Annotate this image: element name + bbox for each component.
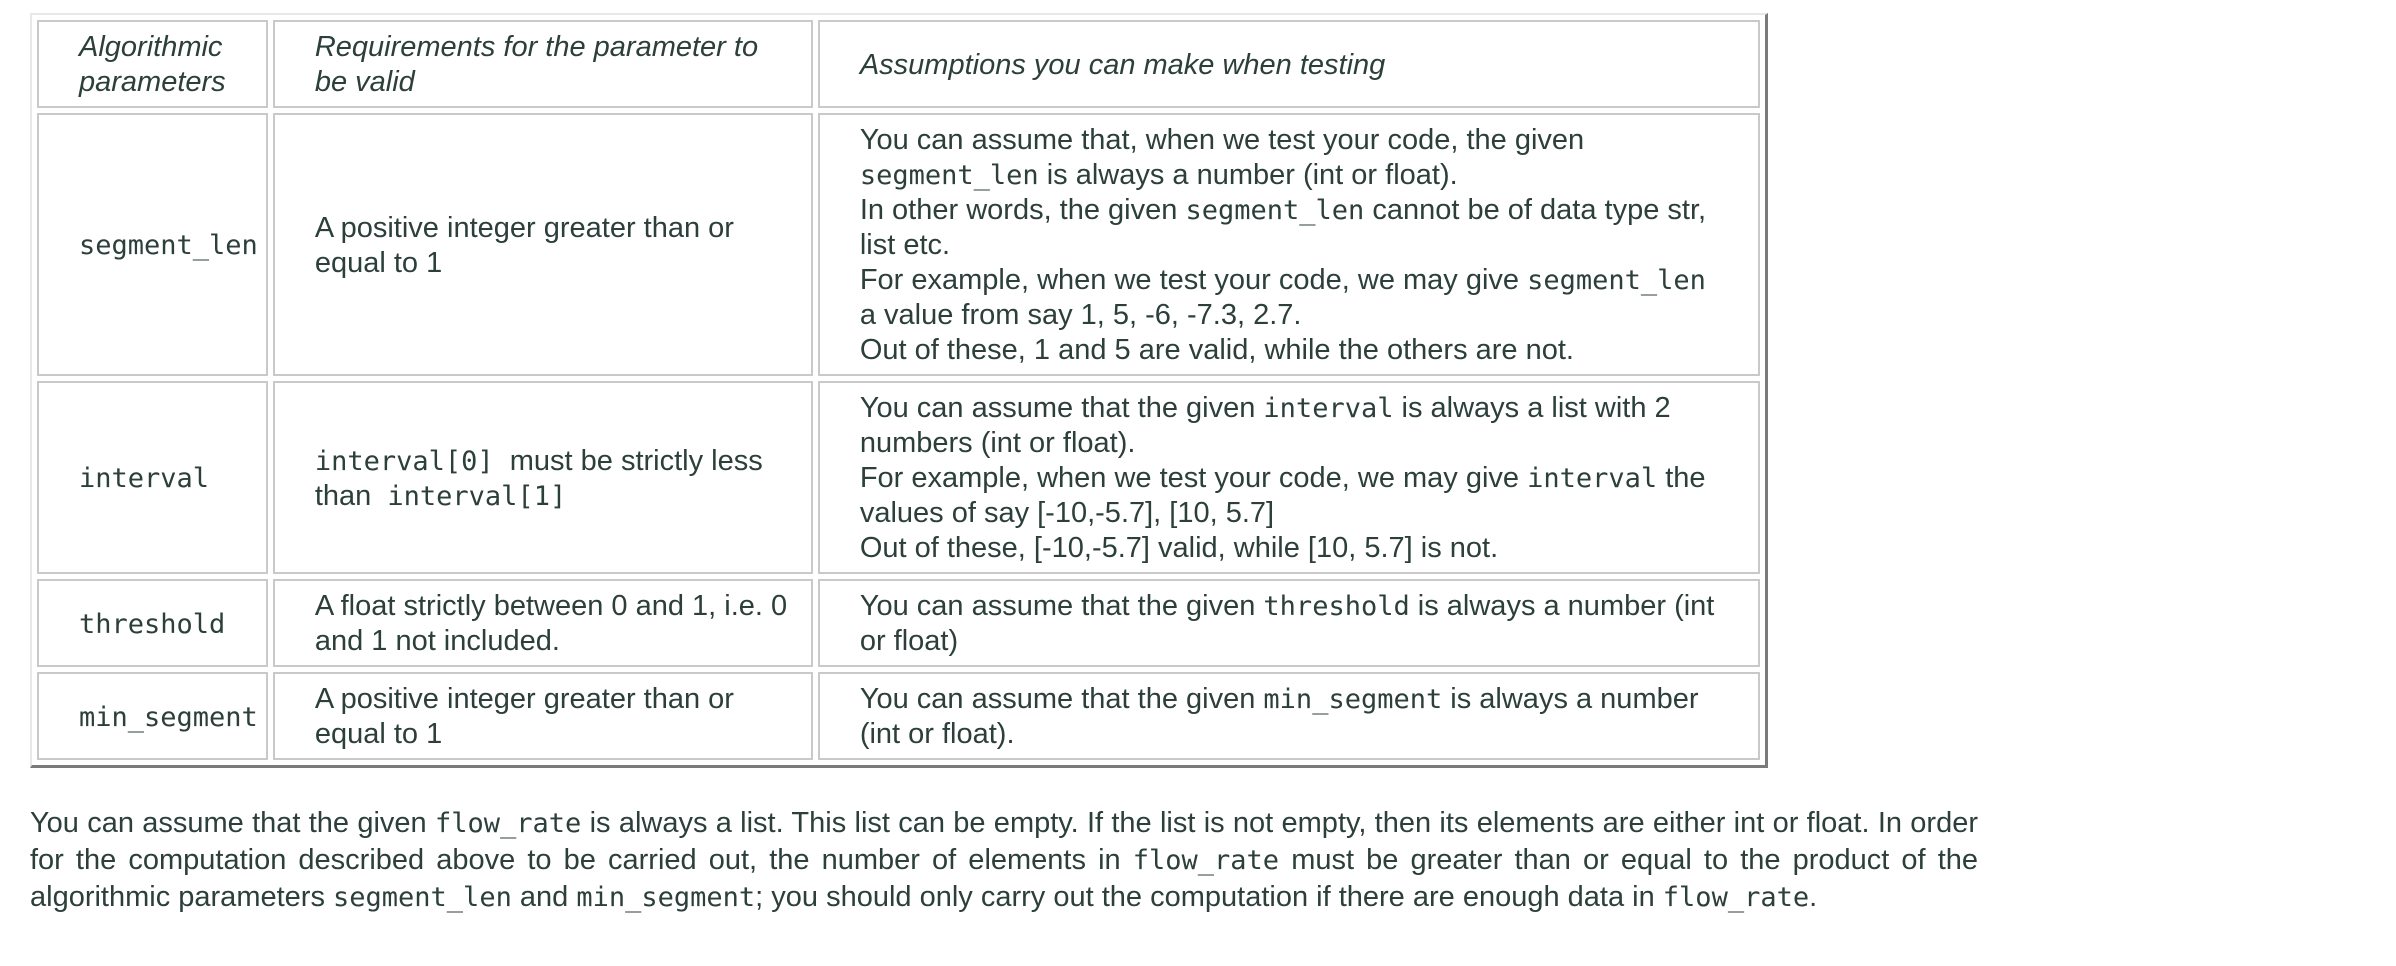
parameters-table: [30, 13, 1768, 768]
inline-code: min_segment: [576, 882, 756, 913]
inline-code: flow_rate: [1662, 882, 1810, 913]
paragraph-text: must be greater than or equal to the product of the algorithmic parameters: [30, 844, 1979, 913]
param-name-cell: [37, 672, 268, 760]
param-name-cell: [37, 579, 268, 667]
assumption-text: a value from say 1, 5, -6, -7.3, 2.7.: [859, 299, 1302, 331]
assumption-text: is always a number (int or float): [859, 590, 1715, 657]
paragraph-text: is always a list. This list can be empty. If the list is not empty, then its elements are either int or float. In order for the computation described above to be carried out, the number of elements in: [30, 807, 1978, 876]
paragraph-text: .: [1809, 881, 1818, 913]
inline-code: interval: [1263, 393, 1394, 424]
assumption-text: is always a number (int or float).: [1046, 159, 1458, 191]
paragraph-text: ; you should only carry out the computation if there are enough data in: [755, 881, 1655, 913]
param-name: threshold: [79, 608, 226, 640]
flow-rate-paragraph: [30, 805, 1978, 916]
requirement-cell: A positive integer greater than or equal to 1: [273, 672, 813, 760]
param-name: min_segment: [79, 701, 258, 733]
table-row-segment-len: [37, 113, 1760, 376]
assumption-text: In other words, the given: [859, 194, 1178, 226]
assumption-text: You can assume that the given: [859, 683, 1256, 715]
inline-code: segment_len: [1527, 265, 1706, 296]
requirement-cell: A positive integer greater than or equal to 1: [273, 113, 813, 376]
table-row-interval: [37, 381, 1760, 574]
inline-code: flow_rate: [1132, 845, 1280, 876]
assumption-text: You can assume that, when we test your code, the given: [859, 124, 1585, 156]
paragraph-text: and: [519, 881, 569, 913]
header-assumptions: Assumptions you can make when testing: [818, 20, 1760, 108]
parameters-table-container: [30, 13, 1768, 768]
header-requirements: Requirements for the parameter to be valid: [273, 20, 813, 108]
table-row-min-segment: [37, 672, 1760, 760]
param-name: segment_len: [79, 230, 258, 261]
assumption-text: is always a list with 2 numbers (int or float).: [859, 392, 1671, 459]
inline-code: interval[1]: [387, 480, 567, 512]
table-header-row: [37, 20, 1760, 108]
assumption-cell: [818, 672, 1760, 760]
header-algorithmic-parameters: Algorithmic parameters: [37, 20, 268, 108]
inline-code: segment_len: [1185, 195, 1365, 226]
param-name: interval: [79, 463, 210, 494]
inline-code: flow_rate: [434, 808, 582, 839]
requirement-text: must be strictly less than: [314, 444, 763, 512]
inline-code: segment_len: [859, 160, 1039, 191]
requirement-cell: [273, 381, 813, 574]
param-name-cell: [37, 113, 268, 376]
requirement-cell: A float strictly between 0 and 1, i.e. 0 and 1 not included.: [273, 579, 813, 667]
inline-code: min_segment: [1263, 684, 1443, 715]
assumption-cell: [818, 579, 1760, 667]
inline-code: interval[0]: [314, 445, 494, 477]
assumption-cell: [818, 381, 1760, 574]
inline-code: segment_len: [333, 882, 512, 913]
assumption-text: the values of say [-10,-5.7], [10, 5.7]: [859, 462, 1706, 529]
assumption-text: For example, when we test your code, we may give: [859, 264, 1520, 296]
inline-code: threshold: [1263, 591, 1410, 622]
assumption-text: You can assume that the given: [859, 392, 1256, 424]
assumption-text: cannot be of data type str, list etc.: [859, 194, 1707, 261]
inline-code: interval: [1527, 463, 1658, 494]
assumption-text: For example, when we test your code, we may give: [859, 462, 1520, 494]
assumption-text: Out of these, [-10,-5.7] valid, while [10, 5.7] is not.: [859, 532, 1499, 564]
table-row-threshold: [37, 579, 1760, 667]
assumption-text: is always a number (int or float).: [859, 683, 1699, 750]
assumption-text: You can assume that the given: [859, 590, 1256, 622]
assumption-text: Out of these, 1 and 5 are valid, while the others are not.: [859, 334, 1574, 366]
paragraph-text: You can assume that the given: [30, 807, 427, 839]
assumption-cell: [818, 113, 1760, 376]
param-name-cell: [37, 381, 268, 574]
